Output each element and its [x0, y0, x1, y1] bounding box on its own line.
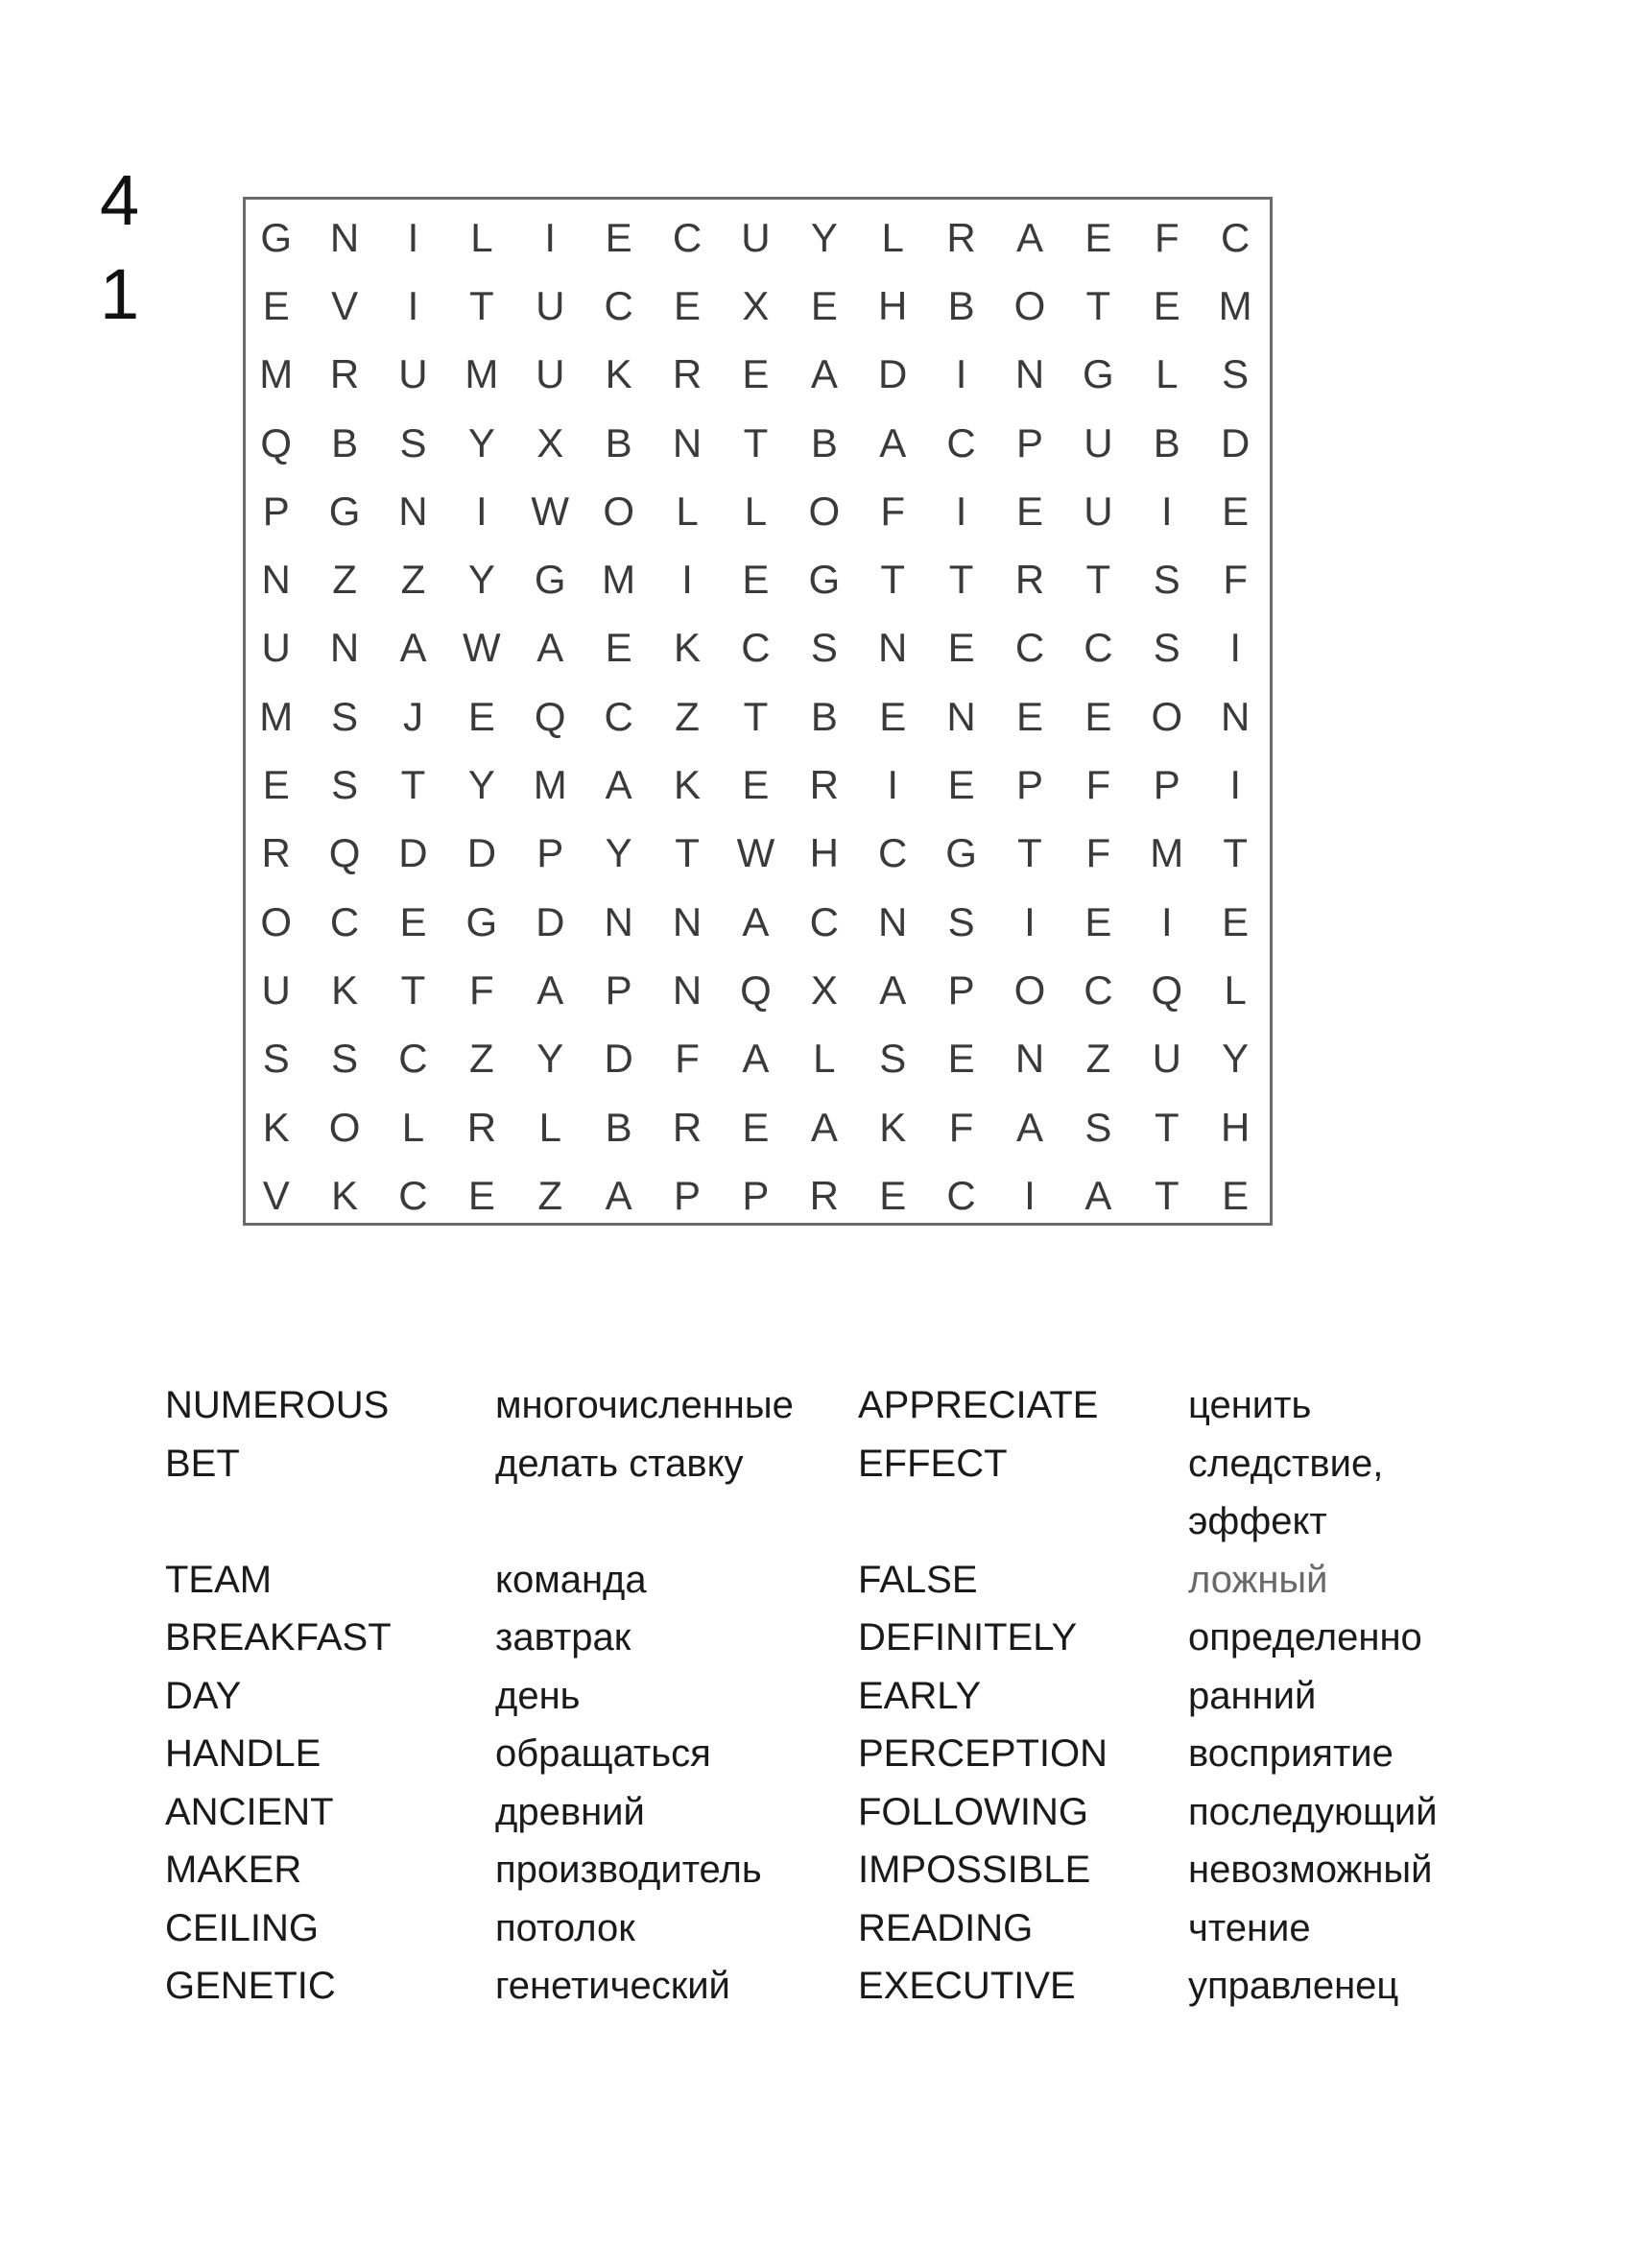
word-entry: DAY	[165, 1674, 242, 1717]
grid-letter: N	[329, 625, 360, 671]
grid-letter: Z	[675, 693, 700, 739]
grid-letter: A	[536, 967, 564, 1013]
grid-letter: F	[880, 488, 906, 534]
grid-letter: Y	[1222, 1036, 1250, 1082]
grid-letter: M	[1150, 830, 1184, 876]
grid-letter: M	[259, 693, 294, 739]
grid-letter: Z	[1085, 1036, 1111, 1082]
grid-letter: G	[260, 214, 293, 260]
grid-letter: T	[1154, 1104, 1179, 1150]
grid-letter: C	[398, 1036, 428, 1082]
grid-letter: F	[675, 1036, 700, 1082]
grid-letter: E	[742, 762, 770, 808]
grid-letter: A	[810, 351, 838, 397]
grid-letter: Y	[810, 214, 838, 260]
grid-letter: D	[604, 1036, 633, 1082]
grid-letter: K	[605, 351, 632, 397]
grid-letter: X	[536, 419, 564, 466]
grid-letter: F	[1085, 830, 1111, 876]
word-translation: делать ставку	[495, 1442, 744, 1485]
grid-letter: N	[946, 693, 976, 739]
word-translation: многочисленные	[495, 1384, 794, 1426]
grid-letter: D	[398, 830, 428, 876]
grid-letter: Z	[332, 557, 357, 603]
grid-letter: T	[948, 557, 974, 603]
grid-letter: L	[401, 1104, 425, 1150]
grid-letter: E	[742, 557, 770, 603]
grid-letter: A	[742, 898, 770, 944]
grid-letter: T	[400, 762, 426, 808]
word-translation: восприятие	[1188, 1732, 1394, 1775]
grid-letter: S	[331, 762, 359, 808]
grid-letter: S	[399, 419, 427, 466]
grid-letter: T	[1085, 282, 1111, 328]
grid-letter: G	[808, 557, 841, 603]
grid-letter: R	[466, 1104, 497, 1150]
grid-letter: R	[261, 830, 291, 876]
grid-letter: M	[1218, 282, 1252, 328]
grid-letter: S	[331, 693, 359, 739]
grid-letter: S	[262, 1036, 290, 1082]
grid-letter: E	[1222, 898, 1250, 944]
grid-letter: N	[329, 214, 360, 260]
grid-letter: I	[1160, 488, 1173, 534]
word-entry: FOLLOWING	[858, 1790, 1089, 1833]
word-entry: EXECUTIVE	[858, 1965, 1076, 2007]
page-number-digit: 1	[100, 254, 140, 334]
grid-letter: Y	[536, 1036, 564, 1082]
grid-letter: I	[407, 214, 419, 260]
word-entry: CEILING	[165, 1906, 320, 1949]
grid-letter: T	[880, 557, 906, 603]
grid-letter: E	[742, 351, 770, 397]
grid-letter: I	[955, 351, 967, 397]
grid-letter: E	[1015, 693, 1043, 739]
grid-letter: E	[1084, 693, 1112, 739]
grid-letter: X	[742, 282, 770, 328]
grid-letter: C	[398, 1172, 428, 1218]
grid-letter: N	[1014, 1036, 1045, 1082]
grid-letter: A	[1015, 214, 1043, 260]
grid-letter: K	[331, 967, 359, 1013]
grid-letter: I	[681, 557, 693, 603]
grid-letter: A	[879, 419, 907, 466]
grid-letter: P	[1015, 762, 1043, 808]
grid-letter: I	[887, 762, 899, 808]
grid-letter: G	[328, 488, 361, 534]
grid-letter: B	[1153, 419, 1180, 466]
grid-letter: L	[1156, 351, 1179, 397]
grid-letter: C	[672, 214, 703, 260]
grid-letter: C	[946, 1172, 976, 1218]
grid-letter: P	[1153, 762, 1180, 808]
word-entry: BET	[165, 1442, 240, 1485]
grid-letter: G	[534, 557, 566, 603]
grid-letter: G	[465, 898, 498, 944]
grid-letter: R	[809, 1172, 839, 1218]
grid-letter: E	[879, 693, 907, 739]
grid-letter: S	[331, 1036, 359, 1082]
grid-letter: F	[948, 1104, 974, 1150]
grid-letter: L	[744, 488, 768, 534]
grid-letter: O	[328, 1104, 361, 1150]
grid-letter: I	[407, 282, 419, 328]
word-translation: завтрак	[495, 1616, 631, 1659]
grid-letter: M	[465, 351, 499, 397]
word-entry: GENETIC	[165, 1965, 336, 2007]
grid-letter: Y	[467, 557, 495, 603]
grid-letter: K	[331, 1172, 359, 1218]
grid-letter: O	[1013, 967, 1046, 1013]
grid-letter: I	[544, 214, 557, 260]
grid-letter: E	[1015, 488, 1043, 534]
grid-letter: T	[743, 693, 769, 739]
grid-letter: K	[262, 1104, 290, 1150]
page-number	[100, 154, 157, 342]
grid-letter: W	[531, 488, 570, 534]
grid-letter: N	[398, 488, 428, 534]
grid-letter: F	[1085, 762, 1111, 808]
grid-letter: F	[469, 967, 494, 1013]
grid-letter: B	[331, 419, 359, 466]
grid-letter: G	[1083, 351, 1114, 397]
grid-letter: M	[259, 351, 294, 397]
grid-letter: E	[1222, 1172, 1250, 1218]
grid-letter: H	[878, 282, 908, 328]
grid-letter: N	[1220, 693, 1251, 739]
grid-letter: C	[809, 898, 839, 944]
grid-letter: E	[810, 282, 838, 328]
grid-letter: F	[1154, 214, 1179, 260]
word-entry: HANDLE	[165, 1732, 322, 1775]
grid-letter: Y	[605, 830, 632, 876]
word-entry: READING	[858, 1906, 1034, 1949]
grid-letter: A	[399, 625, 427, 671]
word-translation: производитель	[495, 1849, 762, 1891]
grid-letter: R	[1014, 557, 1045, 603]
grid-letter: Y	[467, 762, 495, 808]
word-translation: следствие, эффект	[1188, 1442, 1384, 1542]
word-translation: команда	[495, 1558, 647, 1601]
grid-letter: U	[398, 351, 428, 397]
word-entry: PERCEPTION	[858, 1732, 1108, 1775]
grid-letter: L	[813, 1036, 836, 1082]
grid-letter: D	[1220, 419, 1251, 466]
grid-letter: Y	[467, 419, 495, 466]
grid-letter: P	[742, 1172, 770, 1218]
grid-letter: P	[536, 830, 564, 876]
grid-letter: Q	[740, 967, 772, 1013]
grid-letter: R	[946, 214, 976, 260]
grid-letter: A	[879, 967, 907, 1013]
grid-letter: E	[674, 282, 702, 328]
grid-letter: S	[947, 898, 975, 944]
grid-letter: U	[1084, 488, 1113, 534]
grid-letter: C	[1084, 625, 1113, 671]
grid-letter: X	[810, 967, 838, 1013]
grid-letter: L	[881, 214, 904, 260]
grid-letter: S	[879, 1036, 907, 1082]
grid-letter: U	[261, 967, 291, 1013]
grid-letter: P	[1015, 419, 1043, 466]
grid-letter: B	[810, 693, 838, 739]
grid-letter: V	[262, 1172, 290, 1218]
word-translation: управленец	[1188, 1965, 1399, 2007]
grid-letter: T	[1017, 830, 1042, 876]
letter-grid	[242, 203, 1270, 1229]
grid-letter: P	[605, 967, 632, 1013]
grid-letter: U	[536, 282, 565, 328]
grid-letter: D	[466, 830, 497, 876]
grid-letter: N	[672, 419, 703, 466]
grid-letter: I	[476, 488, 488, 534]
grid-letter: E	[262, 762, 290, 808]
grid-letter: T	[1223, 830, 1248, 876]
grid-letter: R	[672, 1104, 703, 1150]
grid-letter: A	[1084, 1172, 1112, 1218]
grid-letter: T	[1154, 1172, 1179, 1218]
grid-letter: P	[674, 1172, 702, 1218]
word-entry: FALSE	[858, 1558, 978, 1601]
grid-letter: C	[1220, 214, 1251, 260]
grid-letter: B	[947, 282, 975, 328]
word-entry: MAKER	[165, 1849, 302, 1891]
grid-letter: H	[1220, 1104, 1251, 1150]
grid-letter: Q	[1151, 967, 1183, 1013]
grid-letter: A	[605, 1172, 632, 1218]
grid-letter: L	[1224, 967, 1247, 1013]
grid-letter: C	[741, 625, 771, 671]
grid-letter: A	[742, 1036, 770, 1082]
grid-letter: E	[1084, 214, 1112, 260]
word-translation: генетический	[495, 1965, 730, 2007]
grid-letter: N	[1014, 351, 1045, 397]
word-translation: ранний	[1188, 1674, 1317, 1717]
grid-letter: E	[1153, 282, 1180, 328]
grid-letter: Q	[328, 830, 361, 876]
word-translation: ложный	[1188, 1558, 1328, 1601]
grid-letter: A	[605, 762, 632, 808]
grid-letter: O	[1151, 693, 1183, 739]
grid-letter: P	[262, 488, 290, 534]
grid-letter: E	[947, 1036, 975, 1082]
grid-letter: D	[536, 898, 565, 944]
grid-letter: W	[463, 625, 501, 671]
grid-letter: L	[676, 488, 699, 534]
grid-letter: V	[331, 282, 359, 328]
grid-letter: T	[469, 282, 494, 328]
grid-letter: R	[329, 351, 360, 397]
grid-letter: Z	[537, 1172, 563, 1218]
grid-letter: F	[1223, 557, 1248, 603]
word-translation: день	[495, 1674, 581, 1717]
word-translation: обращаться	[495, 1732, 711, 1775]
grid-letter: K	[674, 625, 702, 671]
grid-letter: N	[261, 557, 291, 603]
grid-letter: H	[809, 830, 839, 876]
word-translation: ценить	[1188, 1384, 1312, 1426]
word-translation: чтение	[1188, 1906, 1311, 1949]
grid-letter: A	[536, 625, 564, 671]
grid-letter: T	[743, 419, 769, 466]
grid-letter: E	[399, 898, 427, 944]
grid-letter: L	[470, 214, 493, 260]
grid-letter: A	[810, 1104, 838, 1150]
page-number-digit: 4	[100, 160, 140, 240]
grid-letter: U	[536, 351, 565, 397]
word-entry: ANCIENT	[165, 1790, 334, 1833]
grid-letter: E	[262, 282, 290, 328]
grid-letter: K	[674, 762, 702, 808]
grid-letter: I	[1229, 762, 1241, 808]
grid-letter: P	[947, 967, 975, 1013]
grid-letter: E	[879, 1172, 907, 1218]
grid-letter: R	[809, 762, 839, 808]
grid-letter: N	[672, 967, 703, 1013]
grid-letter: I	[1229, 625, 1241, 671]
grid-letter: E	[1222, 488, 1250, 534]
word-entry: TEAM	[165, 1558, 273, 1601]
grid-letter: O	[808, 488, 841, 534]
grid-letter: E	[467, 693, 495, 739]
grid-letter: J	[402, 693, 423, 739]
grid-letter: E	[947, 625, 975, 671]
grid-letter: S	[1222, 351, 1250, 397]
grid-letter: E	[605, 625, 632, 671]
word-translation: определенно	[1188, 1616, 1422, 1659]
grid-letter: N	[604, 898, 633, 944]
grid-letter: Z	[469, 1036, 494, 1082]
grid-letter: W	[736, 830, 775, 876]
grid-letter: N	[878, 625, 908, 671]
grid-letter: T	[1085, 557, 1111, 603]
word-entry: EFFECT	[858, 1442, 1008, 1485]
grid-letter: E	[605, 214, 632, 260]
word-entry: EARLY	[858, 1674, 982, 1717]
word-entry: DEFINITELY	[858, 1616, 1078, 1659]
grid-letter: M	[602, 557, 636, 603]
grid-letter: Q	[534, 693, 566, 739]
word-entry: APPRECIATE	[858, 1384, 1099, 1426]
word-translation: невозможный	[1188, 1849, 1433, 1891]
grid-letter: E	[947, 762, 975, 808]
grid-letter: Z	[400, 557, 426, 603]
grid-letter: B	[810, 419, 838, 466]
grid-letter: C	[878, 830, 908, 876]
grid-letter: T	[675, 830, 700, 876]
grid-letter: E	[742, 1104, 770, 1150]
word-entry: NUMEROUS	[165, 1384, 390, 1426]
grid-letter: I	[1024, 1172, 1036, 1218]
grid-letter: B	[605, 419, 632, 466]
grid-letter: S	[1084, 1104, 1112, 1150]
grid-letter: I	[1160, 898, 1173, 944]
grid-letter: N	[878, 898, 908, 944]
grid-letter: T	[400, 967, 426, 1013]
grid-letter: U	[1152, 1036, 1181, 1082]
grid-letter: G	[945, 830, 977, 876]
grid-letter: E	[1084, 898, 1112, 944]
grid-letter: U	[261, 625, 291, 671]
grid-letter: M	[533, 762, 567, 808]
grid-letter: R	[672, 351, 703, 397]
grid-letter: D	[878, 351, 908, 397]
word-entry: BREAKFAST	[165, 1616, 392, 1659]
word-list	[165, 1376, 1509, 2016]
grid-letter: O	[1013, 282, 1046, 328]
grid-letter: S	[810, 625, 838, 671]
grid-letter: B	[605, 1104, 632, 1150]
grid-letter: C	[1084, 967, 1113, 1013]
grid-letter: Q	[260, 419, 293, 466]
grid-letter: C	[946, 419, 976, 466]
word-translation: последующий	[1188, 1790, 1438, 1833]
word-entry: IMPOSSIBLE	[858, 1849, 1091, 1891]
grid-letter: A	[1015, 1104, 1043, 1150]
grid-letter: N	[672, 898, 703, 944]
grid-letter: S	[1153, 557, 1180, 603]
grid-letter: I	[955, 488, 967, 534]
grid-letter: C	[604, 282, 633, 328]
grid-letter: U	[1084, 419, 1113, 466]
grid-letter: C	[1014, 625, 1045, 671]
word-translation: древний	[495, 1790, 645, 1833]
grid-letter: U	[741, 214, 771, 260]
grid-letter: I	[1024, 898, 1036, 944]
grid-letter: C	[329, 898, 360, 944]
grid-letter: E	[467, 1172, 495, 1218]
grid-letter: K	[879, 1104, 907, 1150]
grid-letter: S	[1153, 625, 1180, 671]
grid-letter: C	[604, 693, 633, 739]
word-translation: потолок	[495, 1906, 635, 1949]
grid-letter: O	[603, 488, 634, 534]
grid-letter: O	[260, 898, 293, 944]
grid-letter: L	[538, 1104, 561, 1150]
